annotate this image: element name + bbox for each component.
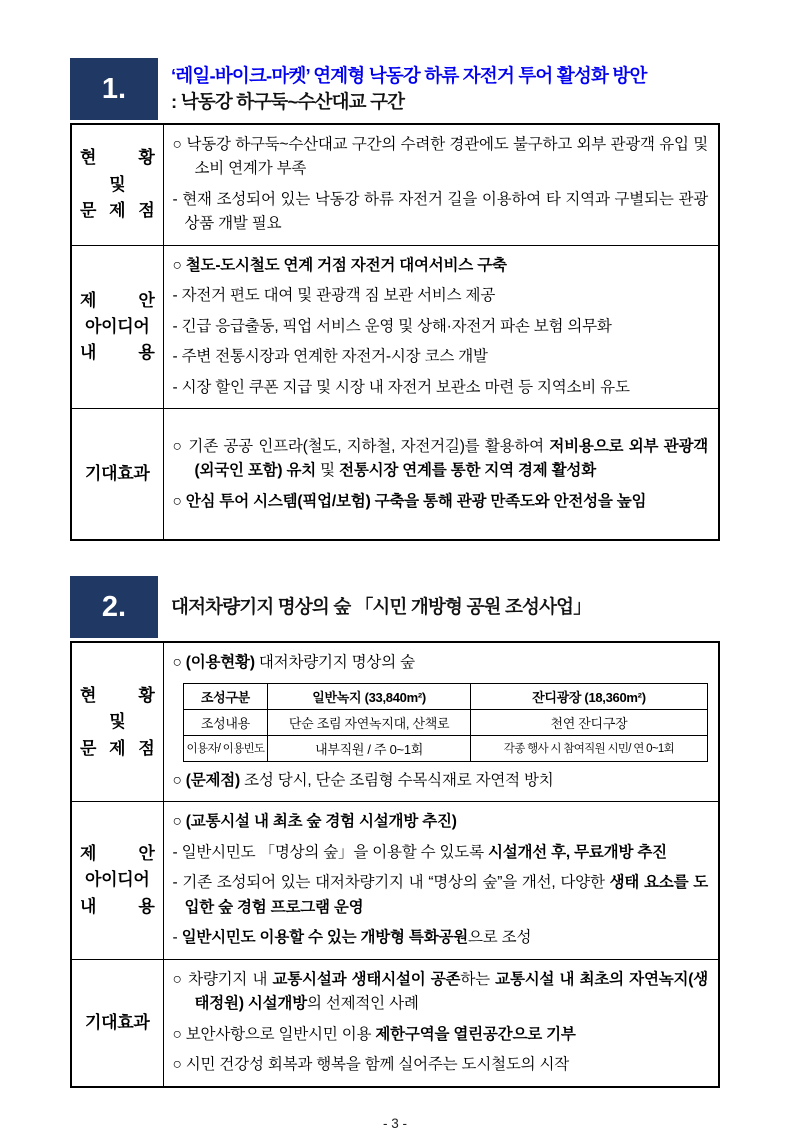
sections-container <box>70 58 720 1088</box>
bullet-item <box>173 188 709 237</box>
text-segment: 하는 <box>460 970 496 988</box>
row-label-line: 및 <box>109 174 126 194</box>
row-label-line: 제 안 <box>80 844 155 864</box>
text-segment: (교통시설 내 최초 숲 경험 시설개방 추진) <box>185 813 457 831</box>
bullet-item <box>173 871 709 920</box>
section <box>70 58 720 541</box>
row-label-line: 기대효과 <box>85 1012 150 1032</box>
data-table-header-row <box>183 683 708 709</box>
row-label-line: 기대효과 <box>85 464 150 484</box>
section-title-line: ‘레일-바이크-마켓’ 연계형 낙동강 하류 자전거 투어 활성화 방안 <box>171 65 647 87</box>
text-segment: 대저차량기지 명상의 숲 <box>254 654 415 672</box>
row-content-inner <box>173 251 709 403</box>
bullet-item <box>173 345 709 369</box>
bullet-item <box>173 490 709 514</box>
bullet-item <box>173 133 709 182</box>
text-segment: ○ <box>172 492 186 510</box>
data-table-header-cell: 잔디광장 (18,360m²) <box>470 683 707 709</box>
table-row <box>71 802 719 959</box>
bullet-item <box>173 435 709 484</box>
row-label-line: 아이디어 <box>85 870 150 890</box>
section-title-line: 대저차량기지 명상의 숲 「시민 개방형 공원 조성사업」 <box>171 596 591 618</box>
text-segment: ○ <box>172 813 186 831</box>
bullet-item <box>173 254 709 278</box>
text-segment: ○ 낙동강 하구둑~수산대교 구간의 수려한 경관에도 불구하고 외부 관광객 유입 및 소비 연계가 부족 <box>172 136 708 178</box>
text-segment: ○ 보안사항으로 일반시민 이용 <box>172 1025 376 1043</box>
table-row <box>71 959 719 1086</box>
row-content-inner <box>173 414 709 534</box>
bullet-item <box>173 315 709 339</box>
text-segment: 제한구역을 열린공간으로 기부 <box>375 1025 576 1043</box>
row-label-line: 제 안 <box>80 290 155 310</box>
row-label-line: 현 황 <box>80 148 155 168</box>
table-row <box>71 642 719 801</box>
text-segment: ○ 차량기지 내 <box>172 970 273 988</box>
bullet-item <box>173 1053 709 1077</box>
bullet-item <box>173 769 709 793</box>
row-content-inner <box>173 965 709 1081</box>
text-segment: 의 선제적인 사례 <box>306 995 419 1013</box>
row-label-line: 및 <box>109 712 126 732</box>
row-content <box>163 409 719 541</box>
text-segment: 시설개선 후, 무료개방 추진 <box>487 843 667 861</box>
text-segment: - 자전거 편도 대여 및 관광객 짐 보관 서비스 제공 <box>172 287 496 305</box>
text-segment: - <box>172 929 182 947</box>
section-header <box>70 58 720 120</box>
bullet-item <box>173 284 709 308</box>
data-table-row <box>183 735 708 761</box>
text-segment: 일반시민도 이용할 수 있는 개방형 특화공원 <box>181 929 469 947</box>
text-segment: 안심 투어 시스템(픽업/보험) 구축을 통해 관광 만족도와 안전성을 높임 <box>185 492 647 510</box>
data-table-header-cell: 조성구분 <box>183 683 268 709</box>
text-segment: - 현재 조성되어 있는 낙동강 하류 자전거 길을 이용하여 타 지역과 구별되는 관광 상품 개발 필요 <box>172 190 708 233</box>
section-header <box>70 576 720 638</box>
text-segment: 철도-도시철도 연계 거점 자전거 대여서비스 구축 <box>185 256 507 274</box>
data-table-cell: 내부직원 / 주 0~1회 <box>268 735 471 761</box>
row-label-line: 아이디어 <box>85 316 150 336</box>
section-table <box>70 641 720 1087</box>
data-table <box>183 683 709 762</box>
row-label <box>71 642 163 801</box>
data-table-cell: 조성내용 <box>183 709 268 735</box>
text-segment: 전통시장 연계를 통한 지역 경제 활성화 <box>339 462 596 480</box>
row-label-line: 문 제 점 <box>80 738 155 758</box>
row-content <box>163 124 719 245</box>
row-label <box>71 124 163 245</box>
bullet-item <box>173 810 709 834</box>
row-label-line: 내 용 <box>80 343 155 363</box>
data-table-cell: 각종 행사 시 참여직원 시민/ 연 0~1회 <box>470 735 707 761</box>
bullet-item <box>173 841 709 865</box>
table-row <box>71 409 719 541</box>
bullet-item <box>173 651 709 675</box>
row-content <box>163 642 719 801</box>
bullet-item <box>173 376 709 400</box>
data-table-cell: 천연 잔디구장 <box>470 709 707 735</box>
text-segment: (이용현황) <box>185 654 255 672</box>
row-content <box>163 802 719 959</box>
page-number: - 3 - <box>382 1115 407 1131</box>
text-segment: ○ 시민 건강성 회복과 행복을 함께 실어주는 도시철도의 시작 <box>172 1056 570 1074</box>
row-label <box>71 802 163 959</box>
section-number-badge: 2. <box>70 576 158 638</box>
bullet-item <box>173 968 709 1017</box>
row-label <box>71 959 163 1086</box>
text-segment: 교통시설과 생태시설이 공존 <box>272 970 461 988</box>
text-segment: - 주변 전통시장과 연계한 자전거-시장 코스 개발 <box>172 348 488 366</box>
text-segment: (문제점) <box>185 771 241 789</box>
data-table-row <box>183 709 708 735</box>
text-segment: - 시장 할인 쿠폰 지급 및 시장 내 자전거 보관소 마련 등 지역소비 유도 <box>172 378 630 396</box>
text-segment: - 긴급 응급출동, 픽업 서비스 운영 및 상해·자전거 파손 보험 의무화 <box>172 317 612 335</box>
text-segment: 생태 요소를 도입한 숲 경험 프로그램 운영 <box>184 874 708 916</box>
text-segment: 저비용으로 외부 관광객(외국인 포함) 유치 <box>194 437 708 480</box>
text-segment: 교통시설 내 최초의 자연녹지(생태정원) 시설개방 <box>194 970 708 1013</box>
data-table-header-cell: 일반녹지 (33,840m²) <box>268 683 471 709</box>
text-segment: 으로 조성 <box>468 929 532 947</box>
row-label-line: 문 제 점 <box>80 201 155 221</box>
row-content <box>163 959 719 1086</box>
section <box>70 576 720 1087</box>
text-segment: ○ <box>172 654 186 672</box>
row-label-line: 현 황 <box>80 685 155 705</box>
section-title-line: : 낙동강 하구둑~수산대교 구간 <box>171 91 405 112</box>
text-segment: - 기존 조성되어 있는 대저차량기지 내 “명상의 숲”을 개선, 다양한 <box>172 874 610 892</box>
text-segment: 조성 당시, 단순 조림형 수목식재로 자연적 방치 <box>240 771 554 789</box>
bullet-item <box>173 926 709 950</box>
section-table <box>70 123 720 541</box>
data-table-cell: 단순 조림 자연녹지대, 산책로 <box>268 709 471 735</box>
text-segment: ○ <box>172 256 186 274</box>
text-segment: ○ <box>172 771 186 789</box>
table-row <box>71 124 719 245</box>
row-label <box>71 409 163 541</box>
text-segment: ○ 기존 공공 인프라(철도, 지하철, 자전거길)를 활용하여 <box>172 437 550 455</box>
row-content-inner <box>173 130 709 240</box>
row-content-inner <box>173 648 709 796</box>
section-number-badge: 1. <box>70 58 158 120</box>
section-title <box>158 576 720 638</box>
text-segment: - 일반시민도 「명상의 숲」을 이용할 수 있도록 <box>172 843 488 861</box>
section-title <box>158 58 720 120</box>
row-content-inner <box>173 807 709 953</box>
text-segment: 및 <box>316 462 340 480</box>
data-table-cell: 이용자/ 이용빈도 <box>183 735 268 761</box>
bullet-item <box>173 1023 709 1047</box>
row-label-line: 내 용 <box>80 896 155 916</box>
row-content <box>163 245 719 408</box>
table-row <box>71 245 719 408</box>
row-label <box>71 245 163 408</box>
